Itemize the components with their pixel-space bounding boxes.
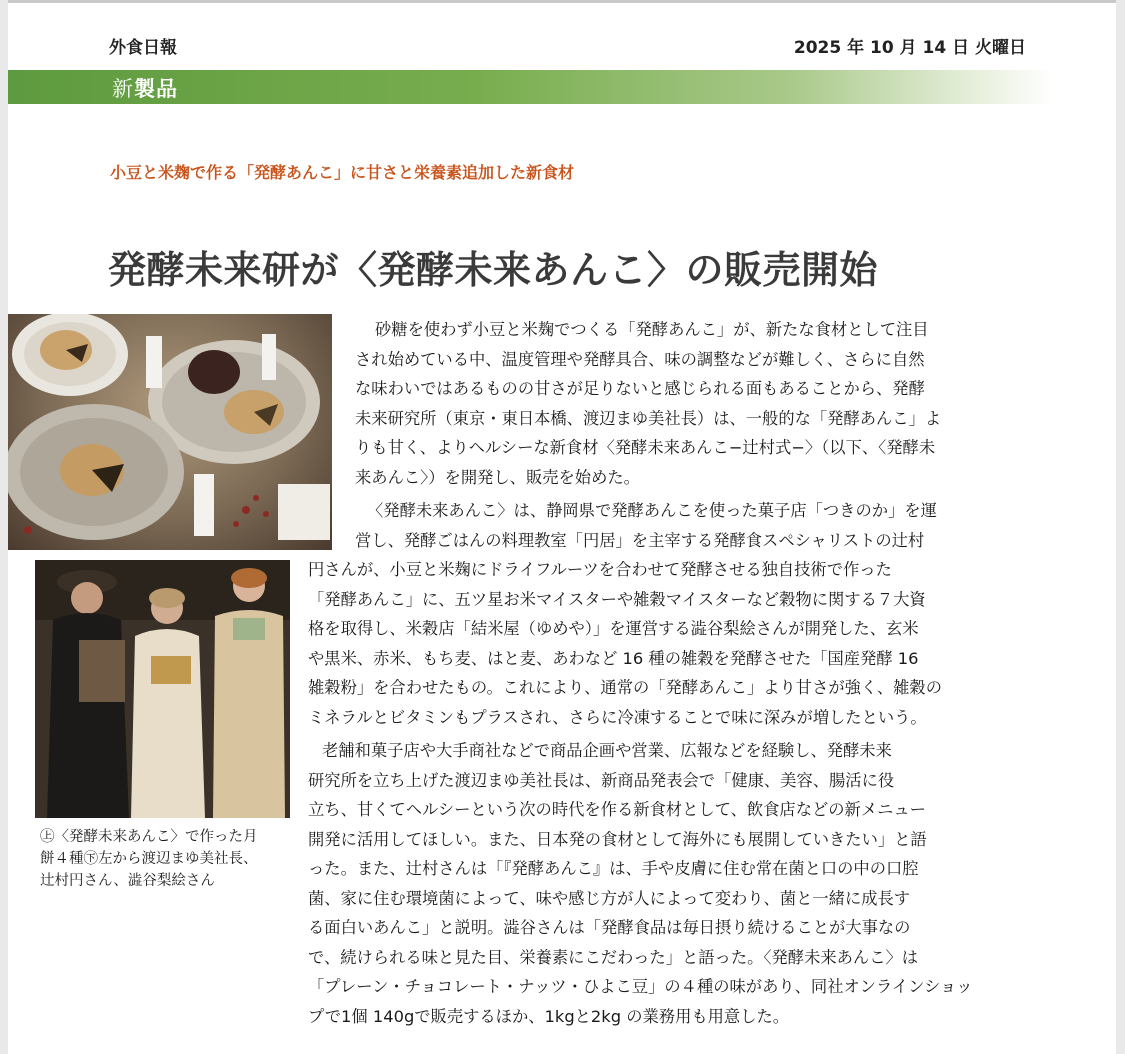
body-line: 来あんこ〉）を開発し、販売を始めた。 [355,467,640,487]
newspaper-name: 外食日報 [109,38,177,58]
body-line: 研究所を立ち上げた渡辺まゆ美社長は、新商品発表会で「健康、美容、腸活に役 [308,770,895,790]
body-line: 菌、家に住む環境菌によって、味や感じ方が人によって変わり、菌と一緒に成長す [308,888,911,908]
body-line: 開発に活用してほしい。また、日本発の食材として海外にも展開していきたい」と語 [308,829,927,849]
body-line: プで1個 140gで販売するほか、1kgと2kg の業務用も用意した。 [308,1006,790,1026]
body-line: な味わいではあるものの甘さが足りないと感じられる面もあることから、発酵 [355,379,925,398]
people-photo-illustration [35,560,290,818]
article-headline: 発酵未来研が〈発酵未来あんこ〉の販売開始 [108,248,879,292]
body-line: や黒米、赤米、もち麦、はと麦、あわなど 16 種の雑穀を発酵させた「国産発酵 16 [308,648,919,668]
body-line: 砂糖を使わず小豆と米麹でつくる「発酵あんこ」が、新たな食材として注目 [375,320,929,339]
section-prefix: 新 [112,77,134,101]
photo-caption [40,826,295,892]
body-line: で、続けられる味と見た目、栄養素にこだわった」と語った。〈発酵未来あんこ〉は [308,947,919,967]
section-band [8,70,1053,104]
caption-line: 餅４種㊦左から渡辺まゆ美社長、 [40,851,258,867]
body-line: 雑穀粉」を合わせたもの。これにより、通常の「発酵あんこ」より甘さが強く、雑穀の [308,678,942,697]
body-line: 立ち、甘くてヘルシーという次の時代を作る新食材として、飲食店などの新メニュー [308,800,926,819]
caption-line: ㊤〈発酵未来あんこ〉で作った月 [40,829,258,845]
mooncake-photo [8,314,332,550]
body-line: 老舗和菓子店や大手商社などで商品企画や営業、広報などを経験し、発酵未来 [322,741,892,760]
mooncake-photo-illustration [8,314,332,550]
people-photo [35,560,290,818]
body-line: 未来研究所（東京・東日本橋、渡辺まゆ美社長）は、一般的な「発酵あんこ」よ [355,408,942,428]
issue-date: 2025 年 10 月 14 日 火曜日 [793,38,1026,58]
body-line: る面白いあんこ」と説明。澁谷さんは「発酵食品は毎日摂り続けることが大事なの [308,918,911,937]
body-line: 〈発酵未来あんこ〉は、静岡県で発酵あんこを使った菓子店「つきのか」を運 [367,501,937,520]
body-line: ミネラルとビタミンもプラスされ、さらに冷凍することで味に深みが増したという。 [308,707,927,727]
body-line: 円さんが、小豆と米麹にドライフルーツを合わせて発酵させる独自技術で作った [308,560,892,579]
section-title [112,73,178,103]
body-line: 「発酵あんこ」に、五ツ星お米マイスターや雑穀マイスターなど穀物に関する７大資 [308,589,926,609]
body-line: 「プレーン・チョコレート・ナッツ・ひよこ豆」の４種の味があり、同社オンラインショッ [308,977,973,996]
body-line: った。また、辻村さんは「『発酵あんこ』は、手や皮膚に住む常在菌と口の中の口腔 [308,859,919,878]
body-line: 格を取得し、米穀店「結米屋（ゆめや）」を運営する澁谷梨絵さんが開発した、玄米 [308,619,919,638]
body-line: りも甘く、よりヘルシーな新食材〈発酵未来あんこ−辻村式−〉（以下、〈発酵未 [355,438,936,457]
body-line: され始めている中、温度管理や発酵具合、味の調整などが難しく、さらに自然 [355,349,925,369]
section-name: 製品 [134,77,178,101]
caption-line: 辻村円さん、澁谷梨絵さん [40,873,215,889]
body-line: 営し、発酵ごはんの料理教室「円居」を主宰する発酵食スペシャリストの辻村 [355,530,925,550]
article-kicker: 小豆と米麹で作る「発酵あんこ」に甘さと栄養素追加した新食材 [110,163,575,182]
newspaper-page [8,0,1116,1054]
